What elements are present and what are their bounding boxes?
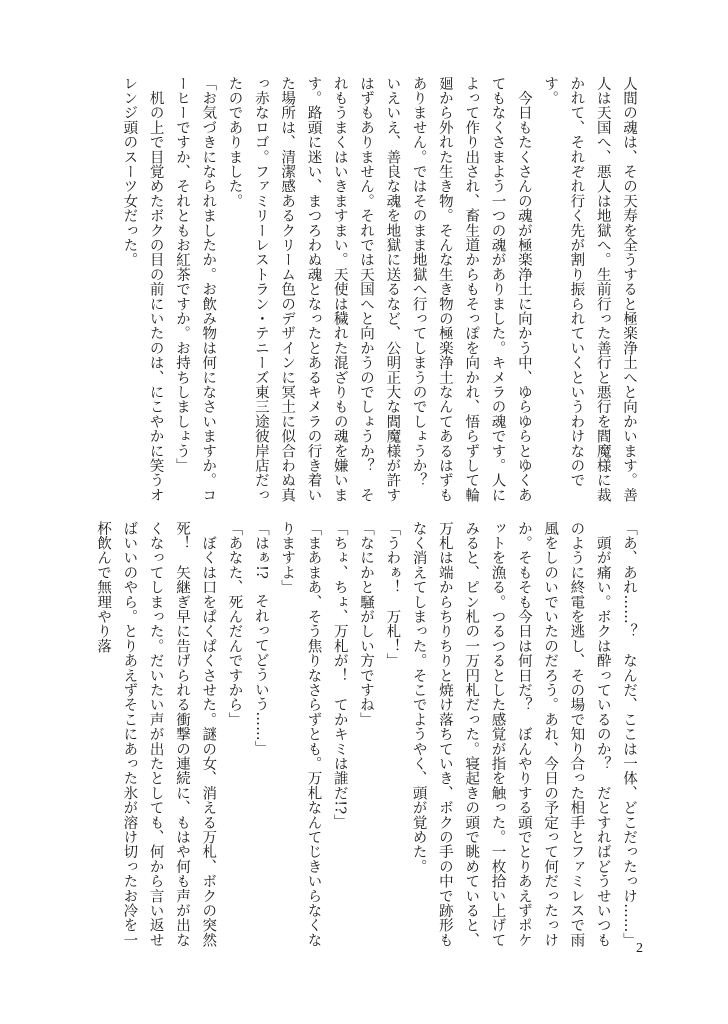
paragraph: 頭が痛い。ボクは酔っているのか？ だとすればどうせいつものように終電を逃し、その場で知り合った相手とファミレスで雨風をしのいでいたのだろう。あれ、今日の予定って何だったっけか。そもそも今日は何日だ？ ぼんやりする頭でとりあえずポケットを漁る。つるつるとした感覚が指を触った。一枚拾い上げてみると、ピン札の一万円札だった。寝起きの頭で眺めていると、万札は端からちりちりと焼け落ちていき、ボクの手の中で跡形もなく消えてしまった。そこでようやく、頭が覚めた。 [410,521,611,948]
paragraph: ぼくは口をぱくぱくさせた。謎の女、消える万札、ボクの突然死！ 矢継ぎ早に告げられる衝撃の連続に、もはや何も声が出なくなってしまった。だいたい声が出たとしても、何から言い返せばいいのやら。とりあえずそこにあった氷が溶け切ったお冷を一杯飲んで無理やり落 [95,521,217,948]
dialogue-line: 「あなた、死んだんですから」 [226,521,243,727]
paragraph: 今日もたくさんの魂が極楽浄土に向かう中、ゆらゆらとゆくあてもなくさまよう一つの魂がありました。キメラの魂です。人によって作り出され、畜生道からもそっぽを向かれ、悟らずして輪廻から外れた生き物。そんな生き物の極楽浄土なんてあるはずもありません。ではそのまま地獄へ行ってしまうのでしょうか？ いえいえ、善良な魂を地獄に送るなど、公明正大な閻魔様が許すはずもありません。それでは天国へと向かうのでしょうか？ それもうまくはいきますまい。天使は穢れた混ざりもの魂を嫌います。路頭に迷い、まつろわぬ魂となったとあるキメラの行き着いた場所は、清潔感あるクリーム色のデザインに冥土に似合わぬ真っ赤なロゴ。ファミリーレストラン・テニーズ東三途彼岸店だったのでありました。 [226,76,532,503]
paragraph: 人間の魂は、その天寿を全うすると極楽浄土へと向かいます。善人は天国へ、悪人は地獄へ。生前行った善行と悪行を閻魔様に裁かれて、それぞれ行く先が割り振られていくというわけなのです。 [542,76,637,503]
dialogue-line: 「なにかと騒がしい方ですね」 [358,521,375,727]
dialogue-line: 「お気づきになられましたか。お飲み物は何になさいますか。コーヒーですか、それともお紅茶ですか。お持ちしましょう」 [173,76,217,503]
dialogue-line: 「ちょ、ちょ、万札が！ てかキミは誰だ!?」 [331,521,348,830]
dialogue-line: 「はぁ!? それってどういう……」 [252,521,269,756]
dialogue-line: 「あ、あれ……？ なんだ、ここは一体、どこだったっけ……」 [621,521,637,948]
dialogue-line: 「うわぁ！ 万札！」 [384,521,401,668]
text-block-top [116,76,642,506]
paragraph: 机の上で目覚めたボクの目の前にいたのは、にこやかに笑うオレンジ頭のスーツ女だった。 [121,76,164,503]
dialogue-line: 「まあまあ、そう焦りなさらずとも。万札なんてじきいらなくなりますよ」 [279,521,322,948]
page-number: 2 [636,941,643,956]
text-block-bottom [90,521,642,951]
